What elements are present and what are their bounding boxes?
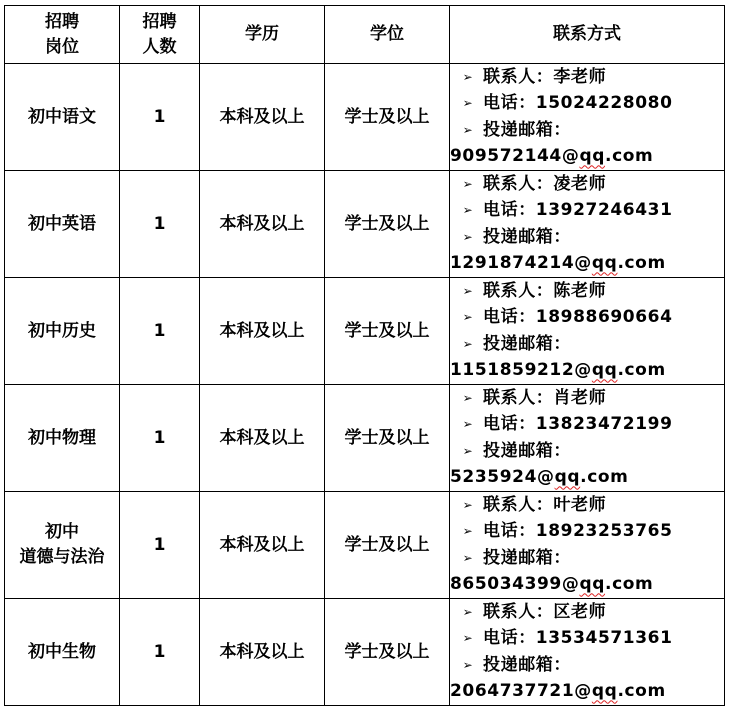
contact-person-line <box>450 385 724 412</box>
email-label-line <box>450 224 724 251</box>
phone-number: 电话：13927246431 <box>483 200 673 221</box>
arrow-bullet-icon: ➢ <box>462 203 474 218</box>
table-row <box>5 171 725 278</box>
arrow-bullet-icon: ➢ <box>462 417 474 432</box>
phone-number: 电话：18988690664 <box>483 307 673 328</box>
phone-line <box>450 626 724 653</box>
phone-line <box>450 91 724 118</box>
email-label: 投递邮箱： <box>483 119 571 140</box>
contact-cell <box>450 278 725 385</box>
phone-line <box>450 412 724 439</box>
contact-person-line <box>450 64 724 91</box>
email-address[interactable]: 909572144@ qq .com <box>450 146 654 167</box>
position-cell: 初中物理 <box>5 385 120 492</box>
education-cell: 本科及以上 <box>200 278 325 385</box>
arrow-bullet-icon: ➢ <box>462 524 474 539</box>
recruitment-table <box>4 5 725 706</box>
table-row <box>5 64 725 171</box>
phone-line <box>450 305 724 332</box>
contact-cell <box>450 492 725 599</box>
arrow-bullet-icon: ➢ <box>462 390 474 405</box>
header-count: 招聘 人数 <box>120 6 200 64</box>
table-row <box>5 599 725 706</box>
contact-person: 联系人：凌老师 <box>483 173 607 194</box>
table-header-row <box>5 6 725 64</box>
email-label: 投递邮箱： <box>483 333 571 354</box>
phone-number: 电话：13534571361 <box>483 628 673 649</box>
arrow-bullet-icon: ➢ <box>462 443 474 458</box>
contact-person-line <box>450 599 724 626</box>
education-cell: 本科及以上 <box>200 385 325 492</box>
table-row <box>5 385 725 492</box>
contact-person: 联系人：陈老师 <box>483 280 607 301</box>
email-label: 投递邮箱： <box>483 654 571 675</box>
contact-cell <box>450 599 725 706</box>
arrow-bullet-icon: ➢ <box>462 336 474 351</box>
table-row <box>5 492 725 599</box>
contact-person: 联系人：叶老师 <box>483 494 607 515</box>
email-address[interactable]: 1151859212@ qq .com <box>450 360 666 381</box>
email-address[interactable]: 1291874214@ qq .com <box>450 253 666 274</box>
count-cell: 1 <box>120 385 200 492</box>
header-contact: 联系方式 <box>450 6 725 64</box>
position-cell: 初中 道德与法治 <box>5 492 120 599</box>
degree-cell: 学士及以上 <box>325 278 450 385</box>
position-cell: 初中历史 <box>5 278 120 385</box>
email-address[interactable]: 865034399@ qq .com <box>450 574 654 595</box>
position-cell: 初中生物 <box>5 599 120 706</box>
email-address[interactable]: 5235924@ qq .com <box>450 467 629 488</box>
count-cell: 1 <box>120 599 200 706</box>
degree-cell: 学士及以上 <box>325 492 450 599</box>
contact-person: 联系人：李老师 <box>483 66 607 87</box>
arrow-bullet-icon: ➢ <box>462 96 474 111</box>
contact-person: 联系人：肖老师 <box>483 387 607 408</box>
arrow-bullet-icon: ➢ <box>462 310 474 325</box>
email-address[interactable]: 2064737721@ qq .com <box>450 681 666 702</box>
contact-person-line <box>450 492 724 519</box>
degree-cell: 学士及以上 <box>325 64 450 171</box>
phone-number: 电话：18923253765 <box>483 521 673 542</box>
degree-cell: 学士及以上 <box>325 171 450 278</box>
email-label-line <box>450 438 724 465</box>
phone-number: 电话：13823472199 <box>483 414 673 435</box>
arrow-bullet-icon: ➢ <box>462 550 474 565</box>
arrow-bullet-icon: ➢ <box>462 176 474 191</box>
arrow-bullet-icon: ➢ <box>462 69 474 84</box>
phone-number: 电话：15024228080 <box>483 93 673 114</box>
contact-cell <box>450 385 725 492</box>
arrow-bullet-icon: ➢ <box>462 604 474 619</box>
arrow-bullet-icon: ➢ <box>462 122 474 137</box>
contact-person: 联系人：区老师 <box>483 601 607 622</box>
arrow-bullet-icon: ➢ <box>462 497 474 512</box>
arrow-bullet-icon: ➢ <box>462 657 474 672</box>
email-label-line <box>450 545 724 572</box>
arrow-bullet-icon: ➢ <box>462 229 474 244</box>
count-cell: 1 <box>120 492 200 599</box>
header-position: 招聘 岗位 <box>5 6 120 64</box>
email-label: 投递邮箱： <box>483 226 571 247</box>
contact-person-line <box>450 171 724 198</box>
email-label: 投递邮箱： <box>483 440 571 461</box>
header-education: 学历 <box>200 6 325 64</box>
email-label-line <box>450 652 724 679</box>
contact-cell <box>450 64 725 171</box>
email-label-line <box>450 117 724 144</box>
table-row <box>5 278 725 385</box>
degree-cell: 学士及以上 <box>325 385 450 492</box>
email-label-line <box>450 331 724 358</box>
contact-cell <box>450 171 725 278</box>
email-label: 投递邮箱： <box>483 547 571 568</box>
count-cell: 1 <box>120 171 200 278</box>
education-cell: 本科及以上 <box>200 171 325 278</box>
position-cell: 初中英语 <box>5 171 120 278</box>
education-cell: 本科及以上 <box>200 492 325 599</box>
phone-line <box>450 198 724 225</box>
arrow-bullet-icon: ➢ <box>462 631 474 646</box>
header-degree: 学位 <box>325 6 450 64</box>
degree-cell: 学士及以上 <box>325 599 450 706</box>
count-cell: 1 <box>120 64 200 171</box>
contact-person-line <box>450 278 724 305</box>
phone-line <box>450 519 724 546</box>
education-cell: 本科及以上 <box>200 599 325 706</box>
position-cell: 初中语文 <box>5 64 120 171</box>
count-cell: 1 <box>120 278 200 385</box>
education-cell: 本科及以上 <box>200 64 325 171</box>
arrow-bullet-icon: ➢ <box>462 283 474 298</box>
